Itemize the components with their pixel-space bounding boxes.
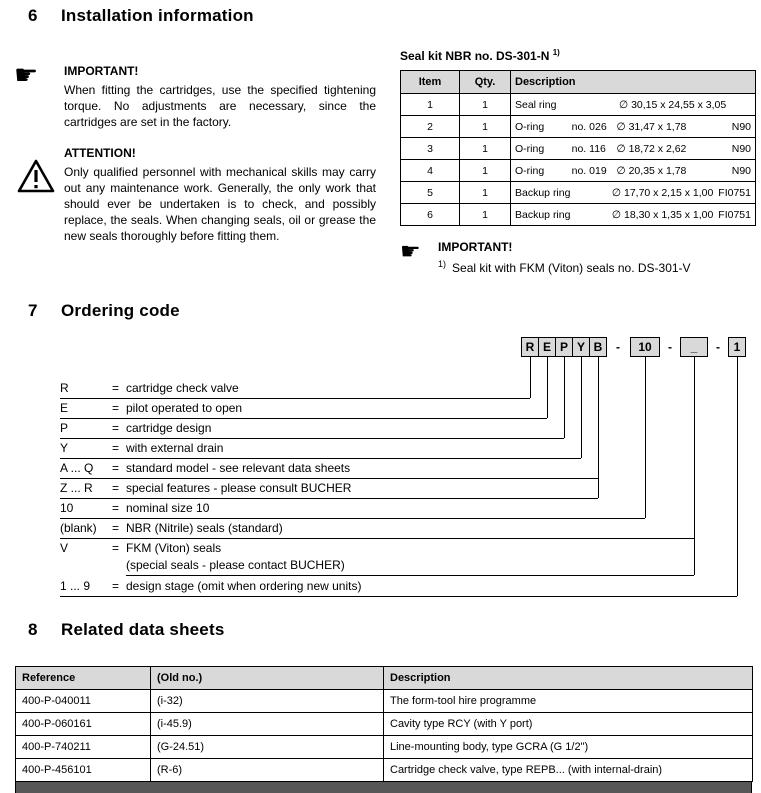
important2-note	[438, 259, 691, 275]
table-row	[16, 690, 753, 713]
legend-description: cartridge check valve	[126, 381, 239, 395]
cell-qty: 1	[460, 182, 511, 204]
legend-description: with external drain	[126, 441, 224, 455]
desc-name: O-ring	[515, 142, 545, 155]
desc-dimensions: ∅ 20,35 x 1,78	[616, 164, 687, 177]
desc-name: Backup ring	[515, 186, 571, 199]
related-header-row	[16, 667, 753, 690]
cell-item: 4	[401, 160, 460, 182]
ordering-code-dash: -	[616, 340, 620, 354]
cell-qty: 1	[460, 204, 511, 226]
important-body: When fitting the cartridges, use the specified tightening torque. No adjustments are necessary, since the cartridges are set in the factory.	[64, 83, 376, 129]
desc-material	[737, 99, 751, 111]
legend-code: (blank)	[60, 521, 97, 535]
desc-no	[570, 187, 611, 199]
legend-code: 10	[60, 501, 74, 515]
legend-code: A ... Q	[60, 461, 94, 475]
table-row	[16, 759, 753, 782]
footnote-text: Seal kit with FKM (Viton) seals no. DS-301-V	[452, 261, 691, 275]
cell-reference: 400-P-040011	[16, 690, 151, 713]
table-row	[401, 182, 756, 204]
seal-kit-header-item: Item	[401, 71, 460, 94]
ordering-code-box-y: Y	[572, 337, 590, 357]
table-row	[401, 138, 756, 160]
ordering-code-dash: -	[716, 340, 720, 354]
section6-number: 6	[28, 6, 38, 25]
desc-dimensions: ∅ 30,15 x 24,55 x 3,05	[619, 98, 727, 111]
seal-kit-title-text: Seal kit NBR no. DS-301-N	[400, 49, 550, 63]
desc-no: no. 019	[571, 164, 607, 177]
cell-description	[511, 94, 756, 116]
attention-heading: ATTENTION!	[64, 146, 136, 160]
legend-row	[60, 541, 221, 558]
cell-qty: 1	[460, 138, 511, 160]
legend-row	[60, 501, 645, 519]
cell-description	[511, 138, 756, 160]
section6-title: Installation information	[61, 6, 254, 25]
cell-description: The form-tool hire programme	[384, 690, 753, 713]
legend-code: 1 ... 9	[60, 579, 91, 593]
desc-name: Seal ring	[515, 98, 557, 111]
cell-description: Line-mounting body, type GCRA (G 1/2")	[384, 736, 753, 759]
legend-code: V	[60, 541, 69, 555]
desc-dimensions: ∅ 18,72 x 2,62	[616, 142, 687, 155]
cell-reference: 400-P-456101	[16, 759, 151, 782]
seal-kit-header-row	[401, 71, 756, 94]
desc-dimensions: ∅ 31,47 x 1,78	[616, 120, 687, 133]
legend-row	[60, 401, 547, 419]
table-row	[16, 713, 753, 736]
legend-equals: =	[112, 541, 120, 555]
section7-title: Ordering code	[61, 301, 180, 320]
desc-no	[573, 99, 619, 111]
legend-description: special features - please consult BUCHER	[126, 481, 352, 495]
desc-no: no. 116	[571, 142, 606, 155]
desc-material: N90	[731, 142, 751, 155]
cell-reference: 400-P-740211	[16, 736, 151, 759]
legend-row	[60, 481, 598, 499]
cell-item: 6	[401, 204, 460, 226]
table-row	[401, 116, 756, 138]
cell-oldno: (i-45.9)	[151, 713, 384, 736]
seal-kit-title	[400, 48, 560, 63]
legend-code: P	[60, 421, 69, 435]
ordering-code-box-size: 10	[630, 337, 660, 357]
connector-line	[737, 357, 738, 596]
pointing-hand-icon: ☛	[400, 238, 421, 264]
cell-reference: 400-P-060161	[16, 713, 151, 736]
desc-name: Backup ring	[515, 208, 571, 221]
section6-heading	[28, 6, 254, 26]
legend-description: (special seals - please contact BUCHER)	[126, 558, 345, 572]
cell-qty: 1	[460, 116, 511, 138]
important2-heading: IMPORTANT!	[438, 240, 513, 254]
related-data-sheets-table	[15, 666, 753, 782]
cell-item: 3	[401, 138, 460, 160]
legend-code: Y	[60, 441, 69, 455]
section8-heading	[28, 620, 224, 640]
ordering-code-dash: -	[668, 340, 672, 354]
legend-description: cartridge design	[126, 421, 212, 435]
footnote-ref: 1)	[438, 259, 447, 269]
legend-description: pilot operated to open	[126, 401, 243, 415]
related-header-reference: Reference	[16, 667, 151, 690]
legend-equals: =	[112, 421, 120, 435]
desc-dimensions: ∅ 18,30 x 1,35 x 1,00	[611, 208, 714, 221]
legend-description: standard model - see relevant data sheets	[126, 461, 351, 475]
desc-dimensions: ∅ 17,70 x 2,15 x 1,00	[611, 186, 714, 199]
desc-name: O-ring	[515, 120, 545, 133]
table-row	[401, 94, 756, 116]
table-row	[401, 204, 756, 226]
ordering-code-box-p: P	[555, 337, 573, 357]
desc-no: no. 026	[571, 120, 607, 133]
legend-equals: =	[112, 481, 120, 495]
connector-line	[694, 357, 695, 575]
ordering-code-box-model: B	[589, 337, 607, 357]
legend-row	[60, 421, 564, 439]
cell-description	[511, 160, 756, 182]
desc-no	[570, 209, 611, 221]
table-row	[16, 736, 753, 759]
desc-material: FI0751	[718, 208, 751, 221]
important-heading: IMPORTANT!	[64, 64, 139, 78]
cell-description: Cartridge check valve, type REPB... (with internal-drain)	[384, 759, 753, 782]
cell-qty: 1	[460, 94, 511, 116]
desc-material: N90	[731, 120, 751, 133]
cell-oldno: (i-32)	[151, 690, 384, 713]
ordering-code-box-design: 1	[728, 337, 746, 357]
pointing-hand-icon: ☛	[14, 60, 39, 90]
desc-name: O-ring	[515, 164, 545, 177]
legend-code: R	[60, 381, 69, 395]
legend-row	[126, 558, 694, 576]
legend-equals: =	[112, 579, 120, 593]
connector-line	[530, 357, 531, 398]
table-row	[401, 160, 756, 182]
connector-line	[564, 357, 565, 438]
section8-number: 8	[28, 620, 38, 639]
legend-equals: =	[112, 381, 120, 395]
related-header-description: Description	[384, 667, 753, 690]
legend-description: FKM (Viton) seals	[126, 541, 222, 555]
seal-kit-title-footnote-ref: 1)	[552, 48, 560, 57]
warning-triangle-icon	[16, 158, 56, 199]
connector-line	[547, 357, 548, 418]
cell-qty: 1	[460, 160, 511, 182]
ordering-code-box-e: E	[538, 337, 556, 357]
legend-description: design stage (omit when ordering new units)	[126, 579, 362, 593]
legend-row	[60, 579, 737, 597]
legend-equals: =	[112, 501, 120, 515]
cell-item: 5	[401, 182, 460, 204]
connector-line	[581, 357, 582, 458]
legend-row	[60, 381, 530, 399]
legend-equals: =	[112, 461, 120, 475]
legend-row	[60, 521, 694, 539]
legend-equals: =	[112, 441, 120, 455]
cell-description	[511, 204, 756, 226]
legend-row	[60, 441, 581, 459]
related-header-oldno: (Old no.)	[151, 667, 384, 690]
ordering-code-box-seal: _	[680, 337, 708, 357]
section8-title: Related data sheets	[61, 620, 225, 639]
legend-description: NBR (Nitrile) seals (standard)	[126, 521, 283, 535]
ordering-code-box-r: R	[521, 337, 539, 357]
cell-item: 2	[401, 116, 460, 138]
cell-description	[511, 182, 756, 204]
connector-line	[598, 357, 599, 498]
cell-oldno: (R-6)	[151, 759, 384, 782]
legend-code: Z ... R	[60, 481, 93, 495]
attention-body: Only qualified personnel with mechanical skills may carry out any maintenance work. Generally, the only work that should ever be undertaken is to check, and possibly replace, the seals. When changing seals, oil or grease the new seals thoroughly before fitting them.	[64, 165, 376, 243]
cell-description: Cavity type RCY (with Y port)	[384, 713, 753, 736]
cell-item: 1	[401, 94, 460, 116]
cell-description	[511, 116, 756, 138]
section7-heading	[28, 301, 180, 321]
seal-kit-table	[400, 70, 756, 226]
connector-line	[645, 357, 646, 518]
legend-description: nominal size 10	[126, 501, 210, 515]
seal-kit-header-description: Description	[511, 71, 756, 94]
cell-oldno: (G-24.51)	[151, 736, 384, 759]
legend-equals: =	[112, 401, 120, 415]
seal-kit-header-qty: Qty.	[460, 71, 511, 94]
legend-code: E	[60, 401, 69, 415]
desc-material: FI0751	[718, 186, 751, 199]
desc-material: N90	[731, 164, 751, 177]
table-row-partial	[15, 781, 752, 793]
legend-equals: =	[112, 521, 120, 535]
legend-row	[60, 461, 598, 479]
section7-number: 7	[28, 301, 38, 320]
